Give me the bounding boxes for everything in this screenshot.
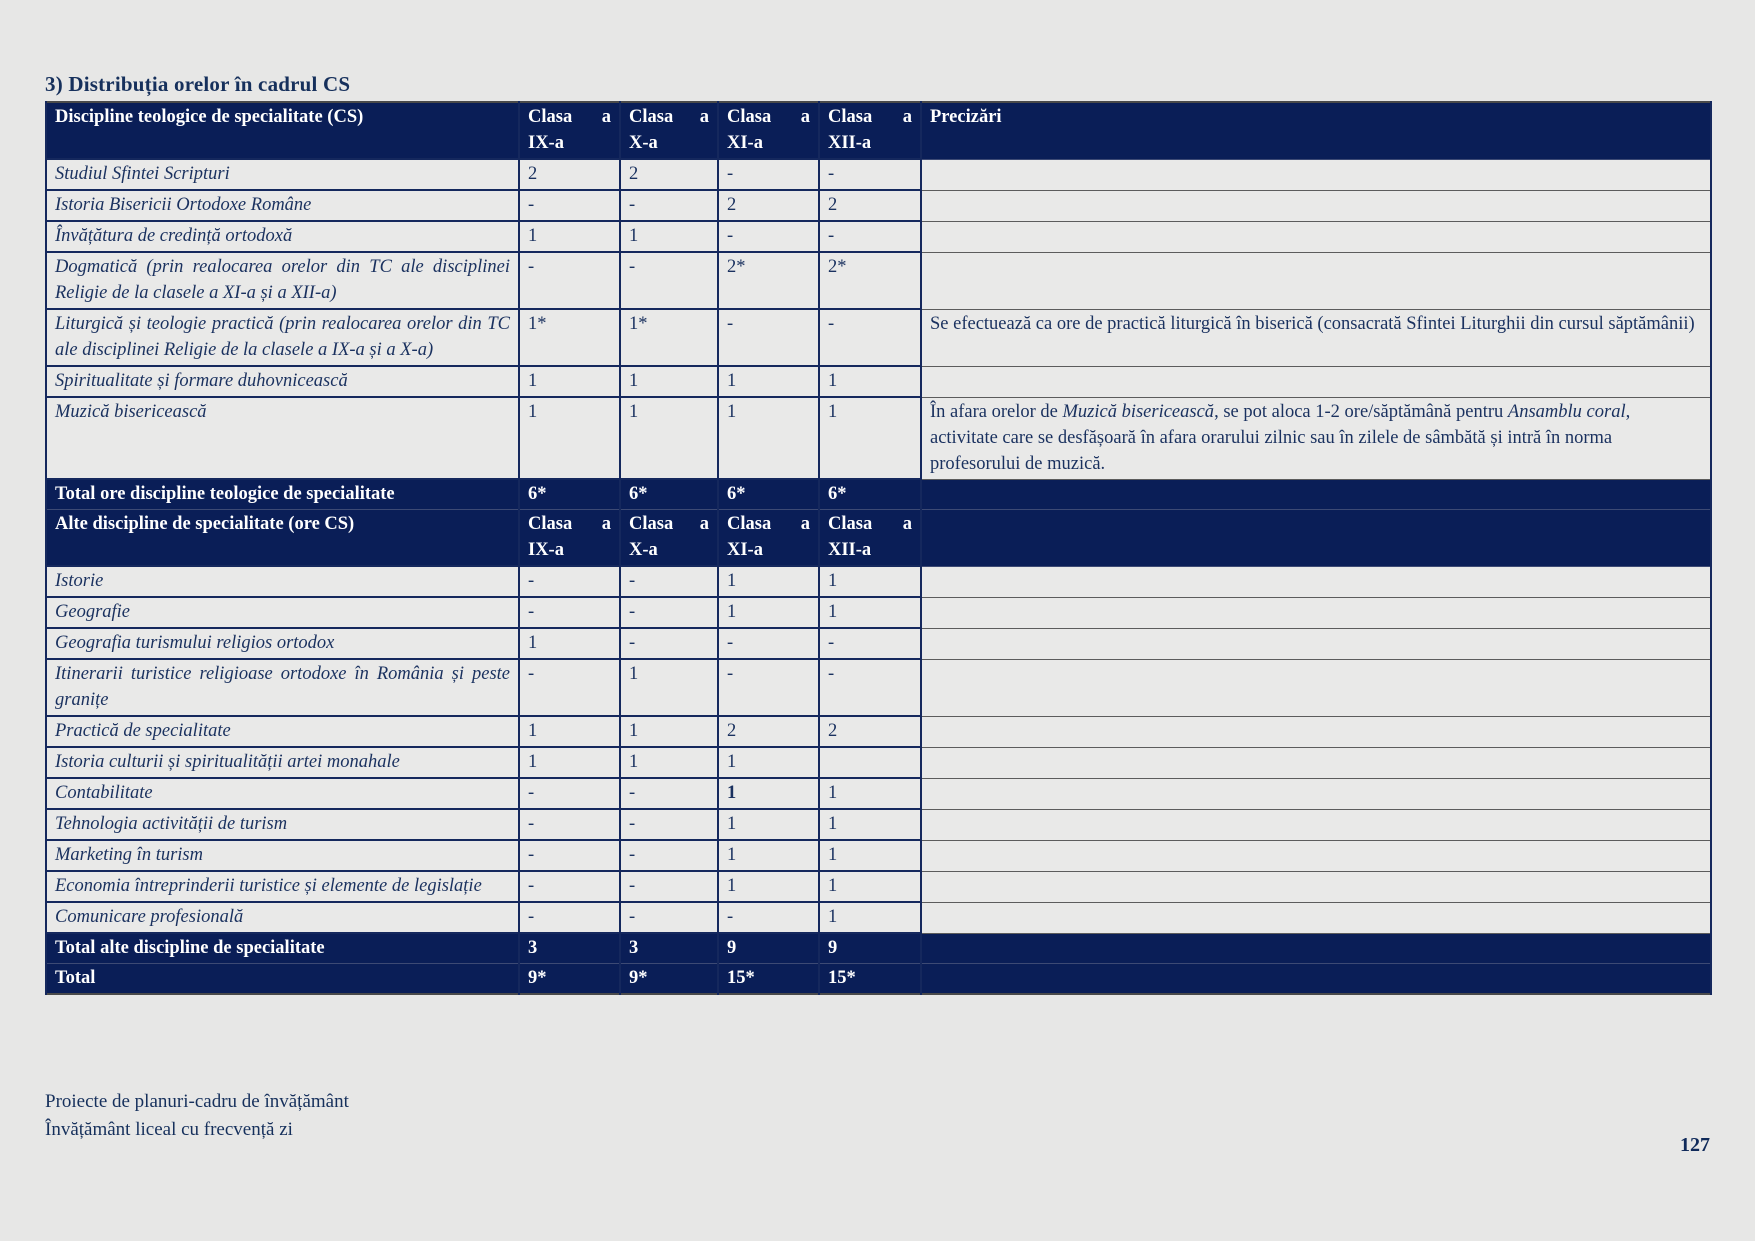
hours-value: - <box>718 628 819 659</box>
hours-value: - <box>620 871 718 902</box>
hours-value: 1* <box>620 309 718 366</box>
hours-value: 1 <box>718 778 819 809</box>
hours-value: 1 <box>718 397 819 479</box>
table-row <box>46 628 1711 659</box>
hours-value: 1 <box>519 628 620 659</box>
precizari-cell <box>921 397 1711 479</box>
total-hours-value: 3 <box>620 933 718 964</box>
page-number: 127 <box>1680 1134 1710 1156</box>
hours-value: 1 <box>620 659 718 716</box>
hours-value: 1 <box>718 566 819 597</box>
hours-value: 2 <box>519 159 620 190</box>
hours-value: - <box>819 309 921 366</box>
discipline-name: Tehnologia activității de turism <box>46 809 519 840</box>
precizari-cell <box>921 747 1711 778</box>
hours-value: - <box>819 659 921 716</box>
precizari-cell <box>921 221 1711 252</box>
table-row <box>46 597 1711 628</box>
hours-value: - <box>620 902 718 933</box>
table-row <box>46 716 1711 747</box>
hours-value: 1 <box>819 809 921 840</box>
discipline-name: Itinerarii turistice religioase ortodoxe în România și peste granițe <box>46 659 519 716</box>
table-row <box>46 366 1711 397</box>
hours-value: 1 <box>718 809 819 840</box>
page-title: 3) Distribuția orelor în cadrul CS <box>45 72 351 96</box>
discipline-name: Liturgică și teologie practică (prin realocarea orelor din TC ale disciplinei Religie de la clasele a IX-a și a X-a) <box>46 309 519 366</box>
hours-value: - <box>718 221 819 252</box>
total-hours-value: 9 <box>718 933 819 964</box>
precizari-cell <box>921 964 1711 995</box>
precizari-cell <box>921 159 1711 190</box>
hours-value: - <box>819 221 921 252</box>
class-column-header: Clasa a IX-a <box>519 510 620 567</box>
hours-value <box>819 747 921 778</box>
table-row <box>46 871 1711 902</box>
hours-value: 1 <box>718 840 819 871</box>
hours-value: 1 <box>819 778 921 809</box>
hours-value: 1* <box>519 309 620 366</box>
hours-value: 1 <box>819 902 921 933</box>
hours-value: 1 <box>819 366 921 397</box>
discipline-name: Geografia turismului religios ortodox <box>46 628 519 659</box>
hours-value: - <box>718 309 819 366</box>
hours-value: - <box>620 252 718 309</box>
precizari-cell <box>921 716 1711 747</box>
hours-value: 2 <box>718 716 819 747</box>
hours-value: - <box>519 902 620 933</box>
hours-value: 1 <box>519 366 620 397</box>
table-row <box>46 190 1711 221</box>
precizari-cell <box>921 597 1711 628</box>
discipline-name: Dogmatică (prin realocarea orelor din TC ale disciplinei Religie de la clasele a XI-a și a XII-a) <box>46 252 519 309</box>
hours-value: 2 <box>718 190 819 221</box>
total-row-label: Total ore discipline teologice de specialitate <box>46 479 519 510</box>
column-header-label: Discipline teologice de specialitate (CS) <box>46 102 519 159</box>
table-row <box>46 659 1711 716</box>
hours-value: - <box>620 566 718 597</box>
cs-hours-distribution-table <box>45 101 1712 995</box>
total-hours-value: 3 <box>519 933 620 964</box>
hours-value: 1 <box>718 366 819 397</box>
table-row <box>46 397 1711 479</box>
table-row <box>46 840 1711 871</box>
hours-value: - <box>519 809 620 840</box>
discipline-name: Istorie <box>46 566 519 597</box>
hours-value: 1 <box>620 397 718 479</box>
precizari-header <box>921 510 1711 567</box>
class-column-header: Clasa a X-a <box>620 102 718 159</box>
hours-value: - <box>620 778 718 809</box>
hours-value: 2 <box>819 190 921 221</box>
hours-value: 1 <box>519 397 620 479</box>
precizari-cell <box>921 566 1711 597</box>
hours-value: - <box>519 659 620 716</box>
precizari-text: , se pot aloca 1-2 ore/săptămână pentru <box>1214 401 1508 422</box>
table-row <box>46 221 1711 252</box>
hours-value: - <box>519 778 620 809</box>
precizari-cell <box>921 190 1711 221</box>
precizari-cell <box>921 933 1711 964</box>
footer-line-2: Învățământ liceal cu frecvență zi <box>45 1119 293 1140</box>
hours-value: 2 <box>620 159 718 190</box>
class-column-header: Clasa a X-a <box>620 510 718 567</box>
hours-value: 2* <box>718 252 819 309</box>
hours-value: - <box>718 902 819 933</box>
precizari-header: Precizări <box>921 102 1711 159</box>
discipline-name: Istoria Bisericii Ortodoxe Române <box>46 190 519 221</box>
header-row <box>46 102 1711 159</box>
hours-value: 1 <box>718 747 819 778</box>
discipline-name: Economia întreprinderii turistice și elemente de legislație <box>46 871 519 902</box>
hours-value: - <box>519 190 620 221</box>
hours-value: - <box>620 190 718 221</box>
hours-value: 1 <box>519 716 620 747</box>
precizari-cell <box>921 252 1711 309</box>
total-hours-value: 9 <box>819 933 921 964</box>
precizari-cell <box>921 366 1711 397</box>
hours-value: 1 <box>620 221 718 252</box>
precizari-cell <box>921 778 1711 809</box>
hours-value: 1 <box>819 397 921 479</box>
hours-value: 1 <box>620 747 718 778</box>
hours-value: - <box>620 840 718 871</box>
total-hours-value: 9* <box>620 964 718 995</box>
discipline-name: Spiritualitate și formare duhovnicească <box>46 366 519 397</box>
hours-value: 1 <box>620 716 718 747</box>
precizari-cell <box>921 840 1711 871</box>
subheader-row <box>46 510 1711 567</box>
table-row <box>46 159 1711 190</box>
hours-value: - <box>718 659 819 716</box>
hours-value: 1 <box>519 747 620 778</box>
precizari-text: În afara orelor de <box>930 401 1063 422</box>
class-column-header: Clasa a XII-a <box>819 510 921 567</box>
hours-value: - <box>819 628 921 659</box>
total-hours-value: 15* <box>819 964 921 995</box>
hours-value: - <box>718 159 819 190</box>
discipline-name: Marketing în turism <box>46 840 519 871</box>
total-row <box>46 964 1711 995</box>
total-hours-value: 9* <box>519 964 620 995</box>
column-header-label: Alte discipline de specialitate (ore CS) <box>46 510 519 567</box>
total-hours-value: 6* <box>718 479 819 510</box>
hours-value: 1 <box>718 871 819 902</box>
discipline-name: Comunicare profesională <box>46 902 519 933</box>
precizari-cell <box>921 659 1711 716</box>
precizari-cell <box>921 902 1711 933</box>
hours-value: - <box>519 566 620 597</box>
total-hours-value: 6* <box>620 479 718 510</box>
total-row-label: Total alte discipline de specialitate <box>46 933 519 964</box>
hours-value: 2* <box>819 252 921 309</box>
total-row <box>46 479 1711 510</box>
discipline-name: Geografie <box>46 597 519 628</box>
table-row <box>46 809 1711 840</box>
hours-value: - <box>620 809 718 840</box>
footer <box>45 1088 349 1144</box>
hours-value: - <box>620 628 718 659</box>
hours-value: 1 <box>718 597 819 628</box>
hours-value: - <box>819 159 921 190</box>
precizari-text: , activitate care se desfășoară în afara orarului zilnic sau în zilele de sâmbătă și intră în norma profesorului de muzică. <box>930 401 1631 474</box>
hours-value: 1 <box>819 566 921 597</box>
hours-value: - <box>519 840 620 871</box>
table-row <box>46 902 1711 933</box>
table-row <box>46 747 1711 778</box>
total-hours-value: 15* <box>718 964 819 995</box>
hours-value: - <box>519 252 620 309</box>
hours-value: - <box>519 871 620 902</box>
hours-value: 2 <box>819 716 921 747</box>
discipline-name: Studiul Sfintei Scripturi <box>46 159 519 190</box>
table-body <box>46 102 1711 994</box>
hours-value: 1 <box>519 221 620 252</box>
discipline-name: Contabilitate <box>46 778 519 809</box>
total-hours-value: 6* <box>519 479 620 510</box>
precizari-cell <box>921 479 1711 510</box>
precizari-cell <box>921 628 1711 659</box>
discipline-name: Muzică bisericească <box>46 397 519 479</box>
class-column-header: Clasa a XII-a <box>819 102 921 159</box>
total-hours-value: 6* <box>819 479 921 510</box>
hours-value: 1 <box>620 366 718 397</box>
table-row <box>46 309 1711 366</box>
precizari-italic-text: Ansamblu coral <box>1507 401 1626 422</box>
discipline-name: Practică de specialitate <box>46 716 519 747</box>
hours-value: 1 <box>819 597 921 628</box>
hours-value: 1 <box>819 840 921 871</box>
precizari-cell <box>921 809 1711 840</box>
discipline-name: Învățătura de credință ortodoxă <box>46 221 519 252</box>
hours-value: - <box>620 597 718 628</box>
hours-value: 1 <box>819 871 921 902</box>
precizari-italic-text: Muzică bisericească <box>1062 401 1215 422</box>
precizari-cell: Se efectuează ca ore de practică liturgică în biserică (consacrată Sfintei Liturghii din cursul săptămânii) <box>921 309 1711 366</box>
class-column-header: Clasa a XI-a <box>718 510 819 567</box>
hours-value: - <box>519 597 620 628</box>
discipline-name: Istoria culturii și spiritualității artei monahale <box>46 747 519 778</box>
table-row <box>46 566 1711 597</box>
table-row <box>46 252 1711 309</box>
table-row <box>46 778 1711 809</box>
total-row-label: Total <box>46 964 519 995</box>
precizari-cell <box>921 871 1711 902</box>
class-column-header: Clasa a XI-a <box>718 102 819 159</box>
footer-line-1: Proiecte de planuri-cadru de învățământ <box>45 1091 349 1112</box>
class-column-header: Clasa a IX-a <box>519 102 620 159</box>
total-row <box>46 933 1711 964</box>
